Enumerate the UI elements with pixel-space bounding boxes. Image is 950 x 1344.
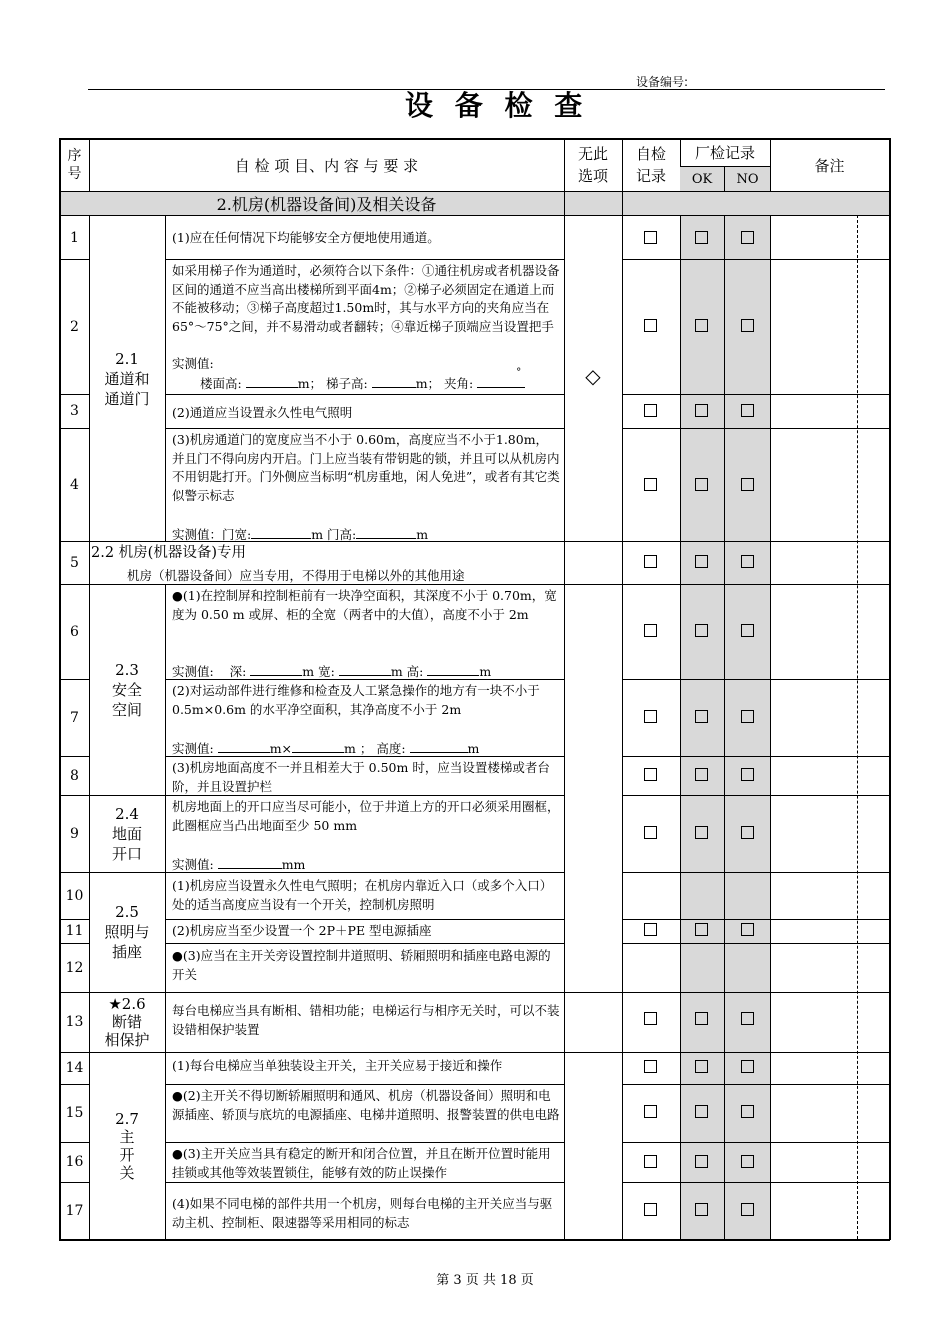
measure-fields: 实测值: mm bbox=[172, 857, 306, 872]
row-number: 10 bbox=[65, 887, 84, 904]
row-number: 8 bbox=[70, 767, 79, 784]
item-text: (3)机房通道门的宽度应当不小于 0.60m，高度应当不小于1.80m，并且门不得向房内开启。门上应当装有带钥匙的锁，并且可以从机房内不用钥匙打开。门外侧应当标明“机房重地，闲人免进”，或者有其它类似警示标志 bbox=[172, 432, 560, 503]
factory-no-checkbox[interactable] bbox=[741, 768, 754, 781]
factory-ok-checkbox[interactable] bbox=[695, 555, 708, 568]
grid-line bbox=[622, 1052, 889, 1053]
factory-ok-checkbox[interactable] bbox=[695, 404, 708, 417]
grid-line bbox=[622, 756, 889, 757]
grid-line bbox=[622, 259, 889, 260]
item-text: (1)每台电梯应当单独装设主开关，主开关应易于接近和操作 bbox=[172, 1058, 503, 1073]
row-number: 9 bbox=[70, 825, 79, 842]
row-number: 3 bbox=[70, 403, 79, 419]
grid-line bbox=[165, 259, 564, 260]
factory-ok-checkbox[interactable] bbox=[695, 923, 708, 936]
item-title: 2.2 机房(机器设备)专用 bbox=[91, 545, 246, 561]
measure-label: 实测值: bbox=[172, 356, 214, 371]
self-check-checkbox[interactable] bbox=[644, 826, 657, 839]
grid-line bbox=[165, 584, 166, 1239]
self-check-checkbox[interactable] bbox=[644, 1155, 657, 1168]
item-text: (1)机房应当设置永久性电气照明；在机房内靠近入口（或多个入口）处的适当高度应当设有一个开关，控制机房照明 bbox=[172, 878, 553, 912]
row-number: 6 bbox=[70, 623, 79, 640]
self-check-checkbox[interactable] bbox=[644, 404, 657, 417]
grid-line bbox=[622, 215, 623, 1239]
measure-fields: 实测值: 深: m 宽: m 高: m bbox=[172, 664, 492, 679]
grid-line bbox=[889, 138, 891, 1240]
row-number: 12 bbox=[65, 959, 84, 976]
row-number: 14 bbox=[65, 1060, 84, 1076]
grid-line bbox=[59, 1239, 890, 1241]
grid-line bbox=[622, 795, 889, 796]
self-check-checkbox[interactable] bbox=[644, 478, 657, 491]
item-text: ●(1)在控制屏和控制柜前有一块净空面积，其深度不小于 0.70m，宽度为 0.50 m 或屏、柜的全宽（两者中的大值），高度不小于 2m bbox=[172, 588, 557, 622]
item-text: ●(3)主开关应当具有稳定的断开和闭合位置，并且在断开位置时能用挂锁或其他等效装置锁住，能够有效的防止误操作 bbox=[172, 1146, 551, 1180]
group-2-6-label: ★2.6 断错 相保护 bbox=[104, 995, 150, 1049]
factory-no-checkbox[interactable] bbox=[741, 923, 754, 936]
section-title: 2.机房(机器设备间)及相关设备 bbox=[216, 194, 437, 214]
self-check-checkbox[interactable] bbox=[644, 319, 657, 332]
row-number: 13 bbox=[65, 1014, 84, 1030]
na-diamond-icon[interactable]: ◇ bbox=[585, 364, 601, 388]
grid-line bbox=[564, 992, 622, 993]
measure-fields: 楼面高: m； 梯子高: m； 夹角: ° bbox=[200, 374, 560, 394]
factory-no-checkbox[interactable] bbox=[741, 1155, 754, 1168]
grid-line bbox=[622, 679, 889, 680]
factory-no-checkbox[interactable] bbox=[741, 1012, 754, 1025]
factory-no-checkbox[interactable] bbox=[741, 231, 754, 244]
grid-line bbox=[165, 428, 564, 429]
factory-ok-checkbox[interactable] bbox=[695, 624, 708, 637]
col-item-header: 自 检 项 目、内 容 与 要 求 bbox=[234, 156, 419, 175]
grid-line bbox=[622, 992, 889, 993]
group-2-1-label: 2.1 通道和 通道门 bbox=[104, 349, 150, 408]
col-na-header: 无此选项 bbox=[577, 145, 608, 185]
row-number: 2 bbox=[70, 318, 79, 335]
self-check-checkbox[interactable] bbox=[644, 768, 657, 781]
grid-line bbox=[165, 1142, 564, 1143]
measure-fields: 实测值：门宽: m 门高: m bbox=[172, 527, 429, 542]
grid-line bbox=[622, 1142, 889, 1143]
col-self-header: 自检记录 bbox=[635, 145, 666, 185]
grid-line bbox=[857, 215, 858, 1239]
row-number: 16 bbox=[65, 1154, 84, 1170]
measure-fields: 实测值: m× m ； 高度: m bbox=[172, 741, 480, 756]
item-text: (2)机房应当至少设置一个 2P＋PE 型电源插座 bbox=[172, 923, 432, 938]
grid-line bbox=[622, 1182, 889, 1183]
self-check-checkbox[interactable] bbox=[644, 1060, 657, 1073]
factory-no-checkbox[interactable] bbox=[741, 1105, 754, 1118]
factory-no-checkbox[interactable] bbox=[741, 1203, 754, 1216]
factory-no-checkbox[interactable] bbox=[741, 624, 754, 637]
factory-no-checkbox[interactable] bbox=[741, 319, 754, 332]
grid-line bbox=[622, 584, 889, 585]
grid-line bbox=[59, 215, 889, 216]
row-number: 5 bbox=[70, 554, 79, 571]
col-seq-header: 序号 bbox=[67, 148, 82, 182]
self-check-checkbox[interactable] bbox=[644, 1203, 657, 1216]
factory-ok-checkbox[interactable] bbox=[695, 768, 708, 781]
self-check-checkbox[interactable] bbox=[644, 923, 657, 936]
item-text: 机房（机器设备间）应当专用，不得用于电梯以外的其他用途 bbox=[127, 568, 465, 583]
item-text: 如采用梯子作为通道时，必须符合以下条件：①通往机房或者机器设备区间的通道不应当高出楼梯所到平面4m；②梯子必须固定在通道上而不能被移动；③梯子高度超过1.50m时，其与水平方向的夹角应当在 65°～75°之间，并不易滑动或者翻转；④靠近梯子顶端应当设置把手 bbox=[172, 263, 560, 334]
col-remark-header: 备注 bbox=[814, 156, 845, 175]
factory-no-checkbox[interactable] bbox=[741, 1060, 754, 1073]
grid-line bbox=[622, 872, 889, 873]
self-check-checkbox[interactable] bbox=[644, 231, 657, 244]
factory-no-checkbox[interactable] bbox=[741, 826, 754, 839]
factory-ok-checkbox[interactable] bbox=[695, 319, 708, 332]
grid-line bbox=[622, 919, 889, 920]
item-text: (3)机房地面高度不一并且相差大于 0.50m 时，应当设置楼梯或者台阶，并且设置护栏 bbox=[172, 760, 550, 794]
grid-line bbox=[770, 215, 771, 1239]
grid-line bbox=[165, 1084, 564, 1085]
item-text: 每台电梯应当具有断相、错相功能；电梯运行与相序无关时，可以不装设错相保护装置 bbox=[172, 1003, 560, 1037]
grid-line bbox=[622, 943, 889, 944]
grid-line bbox=[165, 1182, 564, 1183]
col-ok-header: OK bbox=[680, 167, 724, 191]
factory-ok-checkbox[interactable] bbox=[695, 1155, 708, 1168]
factory-ok-checkbox[interactable] bbox=[695, 231, 708, 244]
col-factory-header: 厂检记录 bbox=[694, 144, 755, 162]
factory-ok-checkbox[interactable] bbox=[695, 826, 708, 839]
grid-line bbox=[564, 1052, 622, 1053]
row-number: 15 bbox=[65, 1105, 84, 1121]
factory-ok-checkbox[interactable] bbox=[695, 1105, 708, 1118]
grid-line bbox=[564, 584, 622, 585]
group-2-5-label: 2.5 照明与 插座 bbox=[104, 903, 150, 961]
item-text: 机房地面上的开口应当尽可能小，位于井道上方的开口必须采用圈框，此圈框应当凸出地面至少 50 mm bbox=[172, 799, 560, 833]
factory-ok-checkbox[interactable] bbox=[695, 1012, 708, 1025]
group-2-4-label: 2.4 地面 开口 bbox=[111, 804, 142, 863]
page-footer: 第 3 页 共 18 页 bbox=[436, 1272, 534, 1288]
item-text: (4)如果不同电梯的部件共用一个机房，则每台电梯的主开关应当与驱动主机、控制柜、限速器等采用相同的标志 bbox=[172, 1196, 553, 1230]
item-text: (2)通道应当设置永久性电气照明 bbox=[172, 405, 353, 420]
grid-line bbox=[622, 428, 889, 429]
device-number-label: 设备编号: bbox=[636, 75, 689, 89]
col-no-header: NO bbox=[725, 167, 770, 191]
group-2-7-label: 2.7 主 开 关 bbox=[115, 1109, 139, 1182]
self-check-checkbox[interactable] bbox=[644, 624, 657, 637]
row-number: 17 bbox=[65, 1202, 84, 1219]
group-2-3-label: 2.3 安全 空间 bbox=[111, 660, 142, 719]
factory-no-checkbox[interactable] bbox=[741, 555, 754, 568]
grid-line bbox=[165, 943, 564, 944]
factory-ok-checkbox[interactable] bbox=[695, 710, 708, 723]
row-number: 4 bbox=[70, 476, 79, 493]
grid-line bbox=[622, 541, 889, 542]
item-text: ●(3)应当在主开关旁设置控制井道照明、轿厢照明和插座电路电源的开关 bbox=[172, 948, 551, 982]
row-number: 1 bbox=[70, 229, 79, 246]
row-number: 11 bbox=[65, 923, 84, 939]
factory-ok-checkbox[interactable] bbox=[695, 1060, 708, 1073]
factory-no-checkbox[interactable] bbox=[741, 710, 754, 723]
factory-no-checkbox[interactable] bbox=[741, 478, 754, 491]
row-number: 7 bbox=[70, 709, 79, 726]
grid-line bbox=[724, 215, 725, 1239]
item-text: ●(2)主开关不得切断轿厢照明和通风、机房（机器设备间）照明和电源插座、轿顶与底坑的电源插座、电梯井道照明、报警装置的供电电路 bbox=[172, 1088, 560, 1122]
grid-line bbox=[622, 1084, 889, 1085]
factory-ok-checkbox[interactable] bbox=[695, 478, 708, 491]
grid-line bbox=[165, 394, 564, 395]
factory-ok-checkbox[interactable] bbox=[695, 1203, 708, 1216]
item-text: (2)对运动部件进行维修和检查及人工紧急操作的地方有一块不小于 0.5m×0.6m 的水平净空面积，其净高度不小于 2m bbox=[172, 683, 540, 717]
grid-line bbox=[680, 215, 681, 1239]
grid-line bbox=[165, 919, 564, 920]
page-title: 设 备 检 查 bbox=[405, 89, 589, 122]
self-check-checkbox[interactable] bbox=[644, 1012, 657, 1025]
grid-line bbox=[165, 215, 166, 541]
item-text: (1)应在任何情况下均能够安全方便地使用通道。 bbox=[172, 230, 440, 245]
self-check-checkbox[interactable] bbox=[644, 1105, 657, 1118]
grid-line bbox=[564, 541, 622, 542]
self-check-checkbox[interactable] bbox=[644, 710, 657, 723]
grid-line bbox=[622, 394, 889, 395]
factory-no-checkbox[interactable] bbox=[741, 404, 754, 417]
self-check-checkbox[interactable] bbox=[644, 555, 657, 568]
factory-column-shade bbox=[680, 191, 770, 1239]
